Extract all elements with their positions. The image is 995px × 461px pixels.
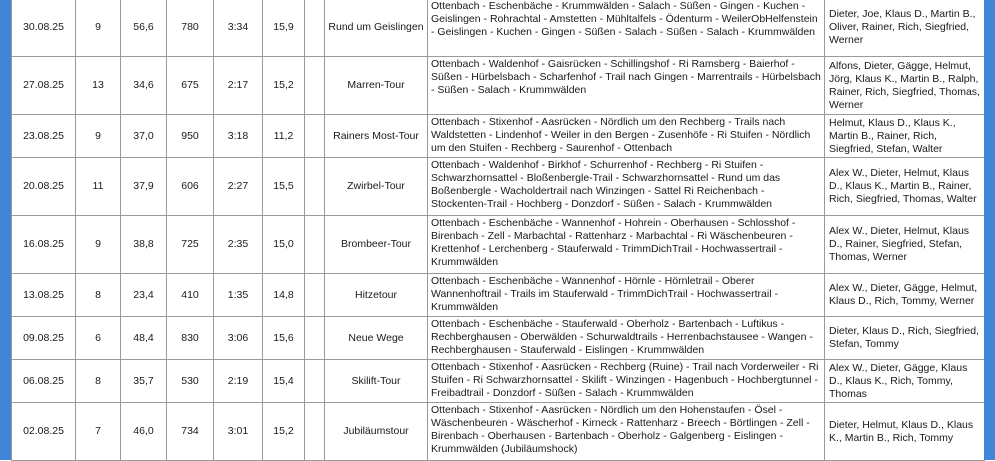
spacer-cell xyxy=(305,274,325,317)
tour-name-cell: Skilift-Tour xyxy=(325,360,428,403)
date-cell: 30.08.25 xyxy=(12,0,76,57)
table-row[interactable] xyxy=(12,360,985,403)
tour-name-cell: Brombeer-Tour xyxy=(325,216,428,274)
distance-cell: 34,6 xyxy=(121,57,167,115)
spacer-cell xyxy=(305,360,325,403)
route-cell: Ottenbach - Waldenhof - Birkhof - Schurrenhof - Rechberg - Ri Stuifen - Schwarzhornsattel - Bloßenbergle-Trail - Schwarzhornsattel - Rund um das Boßenbergle - Wacholdertrail nach Winzingen - Sattel Ri Reichenbach - Stockenten-Trail - Hochberg - Donzdorf - Süßen - Salach - Krummwälden xyxy=(428,158,825,216)
speed-cell: 11,2 xyxy=(263,115,305,158)
speed-cell: 15,0 xyxy=(263,216,305,274)
left-accent-bar xyxy=(0,0,11,460)
duration-cell: 2:17 xyxy=(214,57,263,115)
date-cell: 23.08.25 xyxy=(12,115,76,158)
elevation-cell: 734 xyxy=(167,403,214,461)
spacer-cell xyxy=(305,317,325,360)
rider-count-cell: 7 xyxy=(76,403,121,461)
riders-cell: Dieter, Joe, Klaus D., Martin B., Oliver, Rainer, Rich, Siegfried, Werner xyxy=(825,0,985,57)
route-cell: Ottenbach - Eschenbäche - Wannenhof - Hohrein - Oberhausen - Schlosshof - Birenbach - Zell - Marbachtal - Rattenharz - Marbachtal - Ri Wäschenbeuren - Krettenhof - Lerchenberg - Stauferwald - TrimmDichTrail - Hochwassertrail - Krummwälden xyxy=(428,216,825,274)
duration-cell: 3:34 xyxy=(214,0,263,57)
spacer-cell xyxy=(305,0,325,57)
table-row[interactable] xyxy=(12,274,985,317)
date-cell: 27.08.25 xyxy=(12,57,76,115)
spacer-cell xyxy=(305,57,325,115)
route-cell: Ottenbach - Eschenbäche - Krummwälden - Salach - Süßen - Gingen - Kuchen - Geislingen - Rohrachtal - Amstetten - Mühltalfels - Ödenturm - WeilerObHelfenstein - Geislingen - Kuchen - Gingen - Süßen - Salach - Süßen - Salach - Krummwälden xyxy=(428,0,825,57)
elevation-cell: 830 xyxy=(167,317,214,360)
distance-cell: 46,0 xyxy=(121,403,167,461)
route-cell: Ottenbach - Stixenhof - Aasrücken - Nördlich um den Rechberg - Trails nach Waldstetten - Lindenhof - Weiler in den Bergen - Zusenhöfe - Ri Stuifen - Nördlich um den Stuifen - Rechberg - Saurenhof - Ottenbach xyxy=(428,115,825,158)
elevation-cell: 725 xyxy=(167,216,214,274)
rider-count-cell: 9 xyxy=(76,0,121,57)
speed-cell: 14,8 xyxy=(263,274,305,317)
route-cell: Ottenbach - Eschenbäche - Wannenhof - Hörnle - Hörnletrail - Oberer Wannenhoftrail - Trails im Stauferwald - TrimmDichTrail - Hochwassertrail - Krummwälden xyxy=(428,274,825,317)
route-cell: Ottenbach - Eschenbäche - Stauferwald - Oberholz - Bartenbach - Luftikus - Rechberghausen - Oberwälden - Schurwaldtrails - Herrenbachstausee - Wangen - Rechberghausen - Stauferwald - Eislingen - Krummwälden xyxy=(428,317,825,360)
distance-cell: 37,9 xyxy=(121,158,167,216)
table-row[interactable] xyxy=(12,0,985,57)
riders-cell: Dieter, Helmut, Klaus D., Klaus K., Martin B., Rich, Tommy xyxy=(825,403,985,461)
elevation-cell: 780 xyxy=(167,0,214,57)
tour-name-cell: Marren-Tour xyxy=(325,57,428,115)
riders-cell: Helmut, Klaus D., Klaus K., Martin B., Rainer, Rich, Siegfried, Stefan, Walter xyxy=(825,115,985,158)
speed-cell: 15,2 xyxy=(263,403,305,461)
rider-count-cell: 8 xyxy=(76,274,121,317)
tour-name-cell: Rainers Most-Tour xyxy=(325,115,428,158)
elevation-cell: 606 xyxy=(167,158,214,216)
speed-cell: 15,9 xyxy=(263,0,305,57)
riders-cell: Alex W., Dieter, Gägge, Helmut, Klaus D., Rich, Tommy, Werner xyxy=(825,274,985,317)
route-cell: Ottenbach - Waldenhof - Gaisrücken - Schillingshof - Ri Ramsberg - Baierhof - Süßen - Hürbelsbach - Scharfenhof - Trail nach Gingen - Marrentrails - Hürbelsbach - Süßen - Salach - Krummwälden xyxy=(428,57,825,115)
distance-cell: 35,7 xyxy=(121,360,167,403)
speed-cell: 15,5 xyxy=(263,158,305,216)
elevation-cell: 675 xyxy=(167,57,214,115)
distance-cell: 23,4 xyxy=(121,274,167,317)
date-cell: 16.08.25 xyxy=(12,216,76,274)
speed-cell: 15,6 xyxy=(263,317,305,360)
distance-cell: 48,4 xyxy=(121,317,167,360)
date-cell: 13.08.25 xyxy=(12,274,76,317)
duration-cell: 2:35 xyxy=(214,216,263,274)
table-row[interactable] xyxy=(12,216,985,274)
table-row[interactable] xyxy=(12,403,985,461)
table-row[interactable] xyxy=(12,317,985,360)
tour-name-cell: Rund um Geislingen xyxy=(325,0,428,57)
date-cell: 20.08.25 xyxy=(12,158,76,216)
spacer-cell xyxy=(305,216,325,274)
table-row[interactable] xyxy=(12,158,985,216)
tour-name-cell: Zwirbel-Tour xyxy=(325,158,428,216)
rider-count-cell: 13 xyxy=(76,57,121,115)
table-row[interactable] xyxy=(12,57,985,115)
spacer-cell xyxy=(305,158,325,216)
tour-name-cell: Jubiläumstour xyxy=(325,403,428,461)
tour-name-cell: Hitzetour xyxy=(325,274,428,317)
distance-cell: 38,8 xyxy=(121,216,167,274)
date-cell: 02.08.25 xyxy=(12,403,76,461)
riders-cell: Alex W., Dieter, Gägge, Klaus D., Klaus K., Rich, Tommy, Thomas xyxy=(825,360,985,403)
tour-name-cell: Neue Wege xyxy=(325,317,428,360)
duration-cell: 3:06 xyxy=(214,317,263,360)
rider-count-cell: 11 xyxy=(76,158,121,216)
duration-cell: 2:19 xyxy=(214,360,263,403)
rider-count-cell: 9 xyxy=(76,216,121,274)
right-accent-bar xyxy=(984,0,995,460)
riders-cell: Alex W., Dieter, Helmut, Klaus D., Rainer, Siegfried, Stefan, Thomas, Werner xyxy=(825,216,985,274)
rider-count-cell: 6 xyxy=(76,317,121,360)
riders-cell: Dieter, Klaus D., Rich, Siegfried, Stefan, Tommy xyxy=(825,317,985,360)
speed-cell: 15,2 xyxy=(263,57,305,115)
table-row[interactable] xyxy=(12,115,985,158)
spacer-cell xyxy=(305,115,325,158)
date-cell: 09.08.25 xyxy=(12,317,76,360)
spacer-cell xyxy=(305,403,325,461)
distance-cell: 37,0 xyxy=(121,115,167,158)
riders-cell: Alex W., Dieter, Helmut, Klaus D., Klaus K., Martin B., Rainer, Rich, Siegfried, Thomas, Walter xyxy=(825,158,985,216)
route-cell: Ottenbach - Stixenhof - Aasrücken - Rechberg (Ruine) - Trail nach Vorderweiler - Ri Stuifen - Ri Schwarzhornsattel - Skilift - Winzingen - Hagenbuch - Hochbergtunnel - Freibadtrail - Donzdorf - Süßen - Salach - Krummwälden xyxy=(428,360,825,403)
riders-cell: Alfons, Dieter, Gägge, Helmut, Jörg, Klaus K., Martin B., Ralph, Rainer, Rich, Siegfried, Thomas, Werner xyxy=(825,57,985,115)
tour-table xyxy=(11,0,985,461)
speed-cell: 15,4 xyxy=(263,360,305,403)
duration-cell: 3:18 xyxy=(214,115,263,158)
route-cell: Ottenbach - Stixenhof - Aasrücken - Nördlich um den Hohenstaufen - Ösel - Wäschenbeuren - Wäscherhof - Kirneck - Rattenharz - Breech - Börtlingen - Zell - Birenbach - Oberhausen - Bartenbach - Oberholz - Galgenberg - Eislingen - Krummwälden (Jubiläumshock) xyxy=(428,403,825,461)
duration-cell: 2:27 xyxy=(214,158,263,216)
distance-cell: 56,6 xyxy=(121,0,167,57)
elevation-cell: 950 xyxy=(167,115,214,158)
duration-cell: 1:35 xyxy=(214,274,263,317)
rider-count-cell: 8 xyxy=(76,360,121,403)
duration-cell: 3:01 xyxy=(214,403,263,461)
elevation-cell: 410 xyxy=(167,274,214,317)
elevation-cell: 530 xyxy=(167,360,214,403)
date-cell: 06.08.25 xyxy=(12,360,76,403)
rider-count-cell: 9 xyxy=(76,115,121,158)
